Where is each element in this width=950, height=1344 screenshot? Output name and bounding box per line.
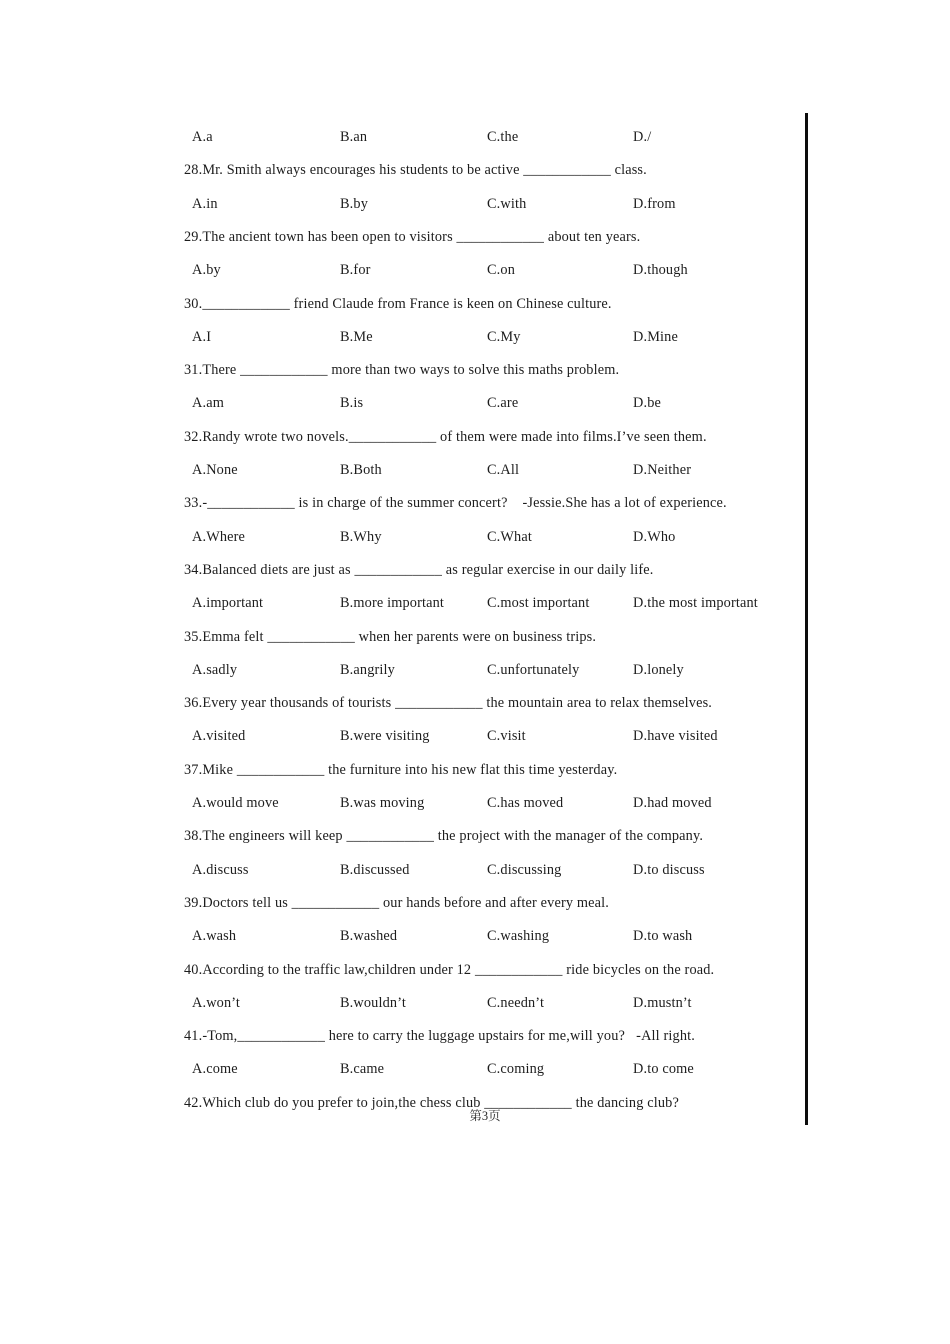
option-35-D: D.lonely — [633, 661, 684, 678]
option-40-C: C.needn’t — [487, 994, 545, 1011]
option-34-B: B.more important — [340, 595, 445, 612]
option-29-D: D.though — [633, 262, 688, 279]
question-stem-39: 39.Doctors tell us ____________ our hands before and after every meal. — [184, 894, 609, 911]
question-stem-36: 36.Every year thousands of tourists ____________ the mountain area to relax themselves. — [184, 695, 713, 712]
options-row-36 — [192, 726, 832, 746]
option-39-C: C.washing — [487, 928, 550, 945]
page-number: 第3页 — [469, 1109, 501, 1123]
options-row-33 — [192, 527, 832, 547]
option-40-D: D.mustn’t — [633, 994, 692, 1011]
option-28-A: A.in — [192, 195, 218, 212]
option-28-D: D.from — [633, 195, 676, 212]
options-row-27 — [192, 127, 832, 147]
option-38-A: A.discuss — [192, 861, 249, 878]
option-27-D: D./ — [633, 129, 652, 145]
option-38-D: D.to discuss — [633, 861, 705, 878]
options-row-41 — [192, 1059, 832, 1079]
option-31-B: B.is — [340, 395, 364, 412]
option-36-C: C.visit — [487, 728, 526, 745]
option-38-C: C.discussing — [487, 861, 562, 878]
option-28-B: B.by — [340, 195, 369, 212]
option-37-D: D.had moved — [633, 795, 712, 811]
option-41-D: D.to come — [633, 1061, 694, 1078]
option-41-C: C.coming — [487, 1061, 545, 1078]
option-30-A: A.I — [192, 328, 212, 345]
options-row-37 — [192, 793, 832, 813]
option-35-B: B.angrily — [340, 661, 395, 678]
option-27-A: A.a — [192, 129, 213, 145]
options-row-40 — [192, 993, 832, 1013]
option-34-D: D.the most important — [633, 595, 758, 612]
options-row-39 — [192, 926, 832, 946]
option-34-A: A.important — [192, 595, 264, 612]
option-32-A: A.None — [192, 462, 238, 478]
option-31-D: D.be — [633, 395, 661, 412]
question-stem-37: 37.Mike ____________ the furniture into his new flat this time yesterday. — [184, 761, 618, 778]
option-31-A: A.am — [192, 395, 224, 412]
option-32-D: D.Neither — [633, 462, 692, 478]
option-33-A: A.Where — [192, 528, 246, 545]
question-stem-31: 31.There ____________ more than two ways to solve this maths problem. — [184, 362, 620, 379]
option-40-A: A.won’t — [192, 994, 241, 1011]
scan-edge-line — [805, 113, 808, 1125]
option-33-D: D.Who — [633, 528, 676, 545]
question-stem-32: 32.Randy wrote two novels.____________ of them were made into films.I’ve seen them. — [184, 428, 707, 445]
options-row-35 — [192, 660, 832, 680]
question-stem-40: 40.According to the traffic law,children under 12 ____________ ride bicycles on the road. — [184, 961, 715, 978]
option-39-B: B.washed — [340, 928, 398, 945]
option-27-B: B.an — [340, 129, 368, 145]
option-31-C: C.are — [487, 395, 519, 412]
option-34-C: C.most important — [487, 595, 590, 612]
question-stem-41: 41.-Tom,____________ here to carry the luggage upstairs for me,will you? -All right. — [184, 1028, 695, 1045]
option-36-A: A.visited — [192, 728, 246, 745]
option-32-B: B.Both — [340, 462, 382, 478]
option-39-D: D.to wash — [633, 928, 693, 945]
question-stem-38: 38.The engineers will keep ____________ the project with the manager of the company. — [184, 828, 704, 845]
option-30-D: D.Mine — [633, 328, 678, 345]
options-row-34 — [192, 593, 832, 613]
option-39-A: A.wash — [192, 928, 237, 945]
question-stem-30: 30.____________ friend Claude from France is keen on Chinese culture. — [184, 295, 612, 312]
option-29-C: C.on — [487, 262, 516, 279]
option-30-B: B.Me — [340, 328, 373, 345]
option-28-C: C.with — [487, 195, 527, 212]
option-32-C: C.All — [487, 462, 520, 478]
options-row-30 — [192, 327, 832, 347]
option-35-C: C.unfortunately — [487, 661, 580, 678]
option-30-C: C.My — [487, 328, 521, 345]
option-41-B: B.came — [340, 1061, 385, 1078]
options-row-31 — [192, 393, 832, 413]
option-37-B: B.was moving — [340, 795, 425, 811]
options-row-32 — [192, 460, 832, 480]
question-stem-29: 29.The ancient town has been open to visitors ____________ about ten years. — [184, 228, 641, 245]
option-29-B: B.for — [340, 262, 371, 279]
option-29-A: A.by — [192, 262, 221, 279]
question-stem-35: 35.Emma felt ____________ when her parents were on business trips. — [184, 628, 597, 645]
options-row-28 — [192, 194, 832, 214]
option-33-C: C.What — [487, 528, 532, 545]
question-stem-34: 34.Balanced diets are just as ____________ as regular exercise in our daily life. — [184, 561, 654, 578]
option-37-A: A.would move — [192, 795, 279, 811]
option-35-A: A.sadly — [192, 661, 238, 678]
option-33-B: B.Why — [340, 528, 382, 545]
options-row-38 — [192, 860, 832, 880]
option-40-B: B.wouldn’t — [340, 994, 406, 1011]
option-36-D: D.have visited — [633, 728, 718, 745]
option-36-B: B.were visiting — [340, 728, 430, 745]
question-stem-33: 33.-____________ is in charge of the summer concert? -Jessie.She has a lot of experience. — [184, 495, 727, 512]
question-stem-28: 28.Mr. Smith always encourages his students to be active ____________ class. — [184, 162, 647, 179]
option-41-A: A.come — [192, 1061, 238, 1078]
option-37-C: C.has moved — [487, 795, 564, 811]
options-row-29 — [192, 260, 832, 280]
option-27-C: C.the — [487, 129, 519, 145]
option-38-B: B.discussed — [340, 861, 410, 878]
question-stem-42: 42.Which club do you prefer to join,the chess club ____________ the dancing club? — [184, 1094, 679, 1111]
